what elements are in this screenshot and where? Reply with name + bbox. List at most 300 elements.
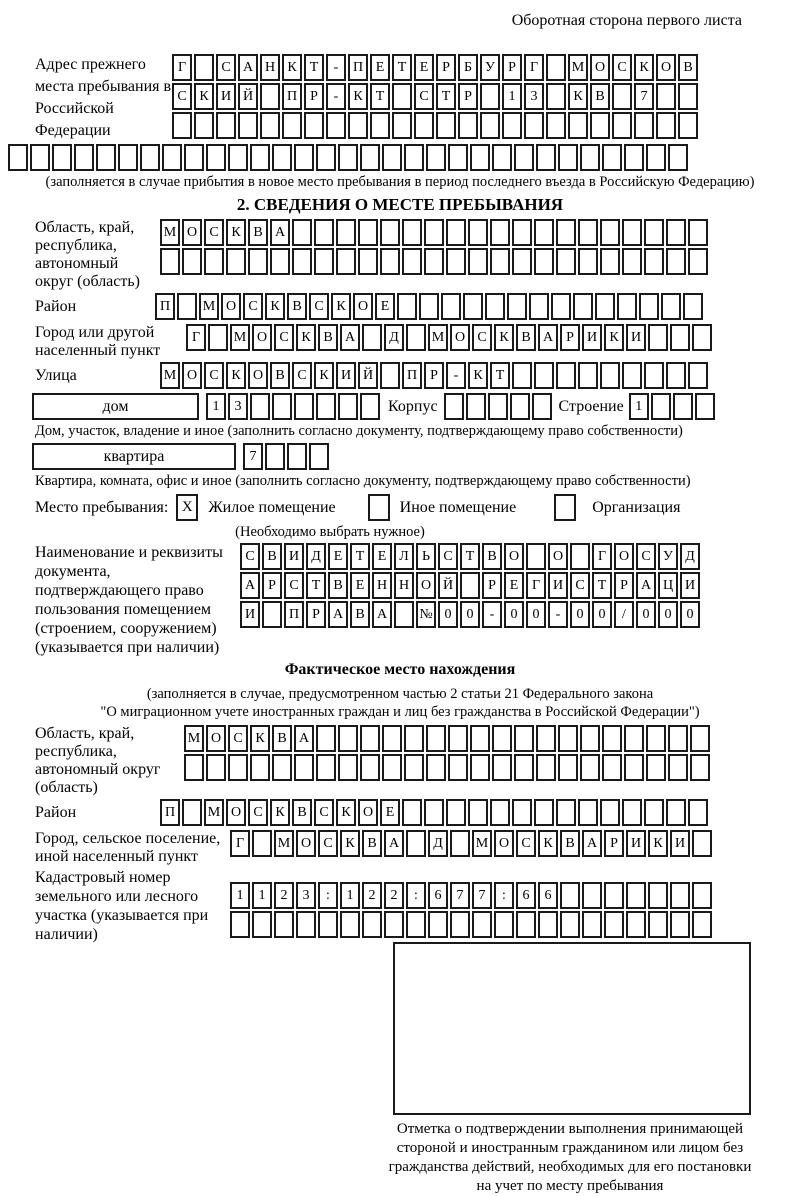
caption-line: стороной и иностранным гражданином или лицом без bbox=[396, 1140, 744, 1156]
stroenie-label: Строение bbox=[558, 398, 624, 415]
document-row-3 bbox=[240, 601, 702, 628]
char-cell bbox=[656, 112, 676, 139]
char-cell bbox=[446, 248, 466, 275]
field-prev-address bbox=[0, 54, 800, 142]
char-cell: К bbox=[270, 799, 290, 826]
char-cell bbox=[582, 882, 602, 909]
char-cell bbox=[534, 248, 554, 275]
char-cell: О bbox=[248, 362, 268, 389]
char-cell: С bbox=[228, 725, 248, 752]
stay-type-row bbox=[0, 494, 800, 521]
house-cells bbox=[206, 393, 382, 420]
char-cell bbox=[392, 83, 412, 110]
actual-district-label: Район bbox=[35, 804, 77, 821]
char-cell: И bbox=[680, 572, 700, 599]
char-cell bbox=[292, 248, 312, 275]
char-cell: П bbox=[348, 54, 368, 81]
char-cell bbox=[646, 725, 666, 752]
char-cell bbox=[648, 324, 668, 351]
char-cell bbox=[578, 248, 598, 275]
document-label: Наименование и реквизиты документа, подтверждающего право пользования помещением (строением, сооружением) (указывается при наличии) bbox=[35, 544, 223, 656]
prev-address-row-3 bbox=[172, 112, 700, 139]
char-cell: Р bbox=[502, 54, 522, 81]
char-cell bbox=[316, 144, 336, 171]
char-cell: О bbox=[416, 572, 436, 599]
char-cell bbox=[426, 754, 446, 781]
region-row-1 bbox=[160, 219, 710, 246]
char-cell bbox=[404, 144, 424, 171]
char-cell: Д bbox=[680, 543, 700, 570]
char-cell: О bbox=[494, 830, 514, 857]
char-cell bbox=[446, 219, 466, 246]
stay-type-option-residential: Жилое помещение bbox=[208, 498, 336, 516]
char-cell bbox=[578, 362, 598, 389]
char-cell: Г bbox=[230, 830, 250, 857]
document-row-1 bbox=[240, 543, 702, 570]
char-cell bbox=[651, 393, 671, 420]
char-cell: Й bbox=[238, 83, 258, 110]
char-cell: С bbox=[314, 799, 334, 826]
char-cell: Д bbox=[384, 324, 404, 351]
city-row bbox=[186, 324, 714, 351]
char-cell bbox=[260, 83, 280, 110]
char-cell bbox=[536, 754, 556, 781]
char-cell: К bbox=[604, 324, 624, 351]
char-cell bbox=[626, 911, 646, 938]
char-cell bbox=[406, 324, 426, 351]
char-cell: Т bbox=[304, 54, 324, 81]
char-cell bbox=[670, 911, 690, 938]
char-cell: С bbox=[243, 293, 263, 320]
char-cell: К bbox=[468, 362, 488, 389]
char-cell bbox=[690, 754, 710, 781]
char-cell bbox=[314, 248, 334, 275]
caption-line: на учет по месту пребывания bbox=[476, 1178, 664, 1194]
stay-type-checkbox-organization bbox=[554, 494, 576, 521]
char-cell bbox=[556, 219, 576, 246]
char-cell: О bbox=[656, 54, 676, 81]
char-cell: Ь bbox=[416, 543, 436, 570]
prev-address-note: (заполняется в случае прибытия в новое место пребывания в период последнего въезда в Российскую Федерацию) bbox=[45, 174, 755, 190]
char-cell: В bbox=[362, 830, 382, 857]
char-cell bbox=[8, 144, 28, 171]
char-cell bbox=[536, 144, 556, 171]
char-cell bbox=[512, 362, 532, 389]
char-cell bbox=[644, 248, 664, 275]
char-cell: 3 bbox=[296, 882, 316, 909]
char-cell: С bbox=[248, 799, 268, 826]
char-cell: А bbox=[384, 830, 404, 857]
char-cell: И bbox=[336, 362, 356, 389]
char-cell: 3 bbox=[228, 393, 248, 420]
char-cell: С bbox=[240, 543, 260, 570]
char-cell: И bbox=[670, 830, 690, 857]
char-cell bbox=[404, 725, 424, 752]
char-cell bbox=[546, 83, 566, 110]
char-cell: О bbox=[206, 725, 226, 752]
char-cell: В bbox=[678, 54, 698, 81]
char-cell: С bbox=[172, 83, 192, 110]
char-cell bbox=[673, 393, 693, 420]
char-cell: № bbox=[416, 601, 436, 628]
char-cell: М bbox=[160, 362, 180, 389]
char-cell: Н bbox=[260, 54, 280, 81]
char-cell: И bbox=[548, 572, 568, 599]
char-cell bbox=[678, 112, 698, 139]
char-cell: У bbox=[658, 543, 678, 570]
char-cell: В bbox=[516, 324, 536, 351]
char-cell bbox=[470, 144, 490, 171]
char-cell bbox=[488, 393, 508, 420]
char-cell: С bbox=[204, 362, 224, 389]
char-cell bbox=[294, 144, 314, 171]
char-cell bbox=[140, 144, 160, 171]
char-cell: С bbox=[472, 324, 492, 351]
char-cell: - bbox=[326, 83, 346, 110]
char-cell: П bbox=[282, 83, 302, 110]
char-cell: А bbox=[582, 830, 602, 857]
char-cell bbox=[406, 830, 426, 857]
char-cell bbox=[250, 754, 270, 781]
char-cell bbox=[380, 362, 400, 389]
char-cell: М bbox=[199, 293, 219, 320]
char-cell: Р bbox=[306, 601, 326, 628]
street-label: Улица bbox=[35, 367, 77, 384]
char-cell: 6 bbox=[516, 882, 536, 909]
char-cell bbox=[683, 293, 703, 320]
char-cell bbox=[446, 799, 466, 826]
char-cell bbox=[338, 144, 358, 171]
cadastral-row-1 bbox=[230, 882, 714, 909]
char-cell bbox=[582, 911, 602, 938]
char-cell: Т bbox=[392, 54, 412, 81]
char-cell bbox=[480, 83, 500, 110]
char-cell bbox=[600, 219, 620, 246]
char-cell bbox=[436, 112, 456, 139]
field-actual-region bbox=[0, 725, 800, 797]
char-cell bbox=[252, 911, 272, 938]
char-cell bbox=[600, 362, 620, 389]
char-cell: 1 bbox=[252, 882, 272, 909]
char-cell: 1 bbox=[629, 393, 649, 420]
char-cell bbox=[494, 911, 514, 938]
char-cell: 1 bbox=[340, 882, 360, 909]
char-cell bbox=[558, 725, 578, 752]
char-cell bbox=[688, 799, 708, 826]
char-cell bbox=[194, 112, 214, 139]
char-cell: К bbox=[282, 54, 302, 81]
char-cell: И bbox=[626, 324, 646, 351]
char-cell: 0 bbox=[526, 601, 546, 628]
char-cell: В bbox=[262, 543, 282, 570]
char-cell bbox=[470, 754, 490, 781]
char-cell bbox=[492, 725, 512, 752]
char-cell: О bbox=[504, 543, 524, 570]
char-cell bbox=[604, 882, 624, 909]
region-label: Область, край, республика, автономный округ (область) bbox=[35, 219, 140, 290]
char-cell bbox=[360, 144, 380, 171]
char-cell bbox=[646, 144, 666, 171]
char-cell: : bbox=[494, 882, 514, 909]
char-cell bbox=[382, 725, 402, 752]
char-cell bbox=[602, 144, 622, 171]
char-cell bbox=[644, 799, 664, 826]
char-cell bbox=[172, 112, 192, 139]
char-cell bbox=[668, 754, 688, 781]
char-cell: И bbox=[582, 324, 602, 351]
char-cell bbox=[524, 112, 544, 139]
char-cell bbox=[490, 799, 510, 826]
char-cell: Р bbox=[614, 572, 634, 599]
char-cell: К bbox=[314, 362, 334, 389]
char-cell: К bbox=[226, 362, 246, 389]
char-cell: К bbox=[265, 293, 285, 320]
char-cell bbox=[624, 725, 644, 752]
char-cell bbox=[424, 219, 444, 246]
prev-address-full-row bbox=[8, 144, 800, 171]
char-cell bbox=[338, 754, 358, 781]
char-cell: Е bbox=[504, 572, 524, 599]
char-cell bbox=[262, 601, 282, 628]
char-cell bbox=[556, 248, 576, 275]
char-cell bbox=[382, 144, 402, 171]
field-region bbox=[0, 219, 800, 291]
char-cell bbox=[695, 393, 715, 420]
char-cell: В bbox=[287, 293, 307, 320]
char-cell: 0 bbox=[658, 601, 678, 628]
char-cell: А bbox=[340, 324, 360, 351]
document-row-2 bbox=[240, 572, 702, 599]
char-cell: 0 bbox=[504, 601, 524, 628]
stay-type-option-organization: Организация bbox=[592, 498, 681, 516]
char-cell: О bbox=[226, 799, 246, 826]
char-cell bbox=[424, 799, 444, 826]
char-cell: С bbox=[636, 543, 656, 570]
char-cell: К bbox=[348, 83, 368, 110]
korpus-cells bbox=[444, 393, 554, 420]
char-cell: А bbox=[294, 725, 314, 752]
char-cell bbox=[260, 112, 280, 139]
char-cell bbox=[370, 112, 390, 139]
stamp-caption bbox=[365, 1120, 775, 1196]
char-cell bbox=[666, 248, 686, 275]
char-cell: - bbox=[326, 54, 346, 81]
char-cell bbox=[208, 324, 228, 351]
char-cell bbox=[692, 830, 712, 857]
char-cell bbox=[480, 112, 500, 139]
char-cell: : bbox=[318, 882, 338, 909]
char-cell bbox=[514, 144, 534, 171]
char-cell: 1 bbox=[502, 83, 522, 110]
char-cell bbox=[644, 219, 664, 246]
char-cell bbox=[397, 293, 417, 320]
char-cell bbox=[646, 754, 666, 781]
char-cell bbox=[573, 293, 593, 320]
char-cell bbox=[450, 830, 470, 857]
char-cell: 0 bbox=[680, 601, 700, 628]
char-cell: Т bbox=[460, 543, 480, 570]
prev-address-label: Адрес прежнего места пребывания в Российской Федерации bbox=[35, 56, 172, 139]
char-cell: С bbox=[292, 362, 312, 389]
char-cell: Е bbox=[350, 572, 370, 599]
char-cell: В bbox=[560, 830, 580, 857]
char-cell bbox=[316, 393, 336, 420]
char-cell: О bbox=[182, 362, 202, 389]
char-cell bbox=[688, 362, 708, 389]
char-cell bbox=[492, 754, 512, 781]
char-cell bbox=[670, 324, 690, 351]
char-cell: А bbox=[538, 324, 558, 351]
char-cell: К bbox=[538, 830, 558, 857]
char-cell: А bbox=[328, 601, 348, 628]
char-cell: Г bbox=[186, 324, 206, 351]
char-cell bbox=[272, 144, 292, 171]
char-cell: К bbox=[226, 219, 246, 246]
actual-region-rows bbox=[184, 725, 712, 783]
char-cell bbox=[182, 248, 202, 275]
char-cell bbox=[358, 248, 378, 275]
char-cell: С bbox=[274, 324, 294, 351]
char-cell: 7 bbox=[634, 83, 654, 110]
char-cell bbox=[448, 754, 468, 781]
char-cell bbox=[296, 911, 316, 938]
field-actual-city bbox=[0, 830, 800, 866]
char-cell bbox=[272, 754, 292, 781]
char-cell bbox=[30, 144, 50, 171]
char-cell bbox=[502, 112, 522, 139]
char-cell: / bbox=[614, 601, 634, 628]
char-cell bbox=[230, 911, 250, 938]
char-cell bbox=[580, 754, 600, 781]
char-cell bbox=[602, 725, 622, 752]
char-cell bbox=[639, 293, 659, 320]
char-cell: С bbox=[309, 293, 329, 320]
actual-city-row bbox=[230, 830, 714, 857]
stay-type-checkbox-other bbox=[368, 494, 390, 521]
char-cell bbox=[512, 799, 532, 826]
char-cell bbox=[360, 725, 380, 752]
prev-address-row-1 bbox=[172, 54, 700, 81]
char-cell bbox=[510, 393, 530, 420]
char-cell: Р bbox=[482, 572, 502, 599]
char-cell: К bbox=[494, 324, 514, 351]
char-cell: 7 bbox=[450, 882, 470, 909]
char-cell bbox=[340, 911, 360, 938]
field-actual-district bbox=[0, 799, 800, 828]
char-cell: М bbox=[472, 830, 492, 857]
char-cell: А bbox=[372, 601, 392, 628]
district-row bbox=[155, 293, 705, 320]
char-cell: М bbox=[568, 54, 588, 81]
char-cell: О bbox=[450, 324, 470, 351]
char-cell: О bbox=[182, 219, 202, 246]
char-cell bbox=[338, 393, 358, 420]
char-cell: М bbox=[184, 725, 204, 752]
char-cell bbox=[470, 725, 490, 752]
char-cell bbox=[556, 799, 576, 826]
char-cell bbox=[622, 799, 642, 826]
char-cell bbox=[362, 324, 382, 351]
char-cell: О bbox=[221, 293, 241, 320]
char-cell bbox=[463, 293, 483, 320]
prev-address-rows bbox=[172, 54, 700, 141]
char-cell: Е bbox=[380, 799, 400, 826]
char-cell bbox=[402, 248, 422, 275]
char-cell: С bbox=[414, 83, 434, 110]
char-cell bbox=[274, 911, 294, 938]
char-cell bbox=[692, 324, 712, 351]
char-cell: П bbox=[160, 799, 180, 826]
header-note: Оборотная сторона первого листа bbox=[511, 12, 742, 29]
char-cell bbox=[448, 144, 468, 171]
char-cell bbox=[580, 144, 600, 171]
char-cell: Г bbox=[172, 54, 192, 81]
char-cell bbox=[634, 112, 654, 139]
char-cell bbox=[426, 144, 446, 171]
char-cell bbox=[690, 725, 710, 752]
char-cell bbox=[600, 799, 620, 826]
apartment-row bbox=[0, 443, 800, 470]
field-cadastral bbox=[0, 868, 800, 944]
char-cell bbox=[529, 293, 549, 320]
char-cell: С bbox=[570, 572, 590, 599]
char-cell: Р bbox=[424, 362, 444, 389]
char-cell bbox=[414, 112, 434, 139]
char-cell: О bbox=[358, 799, 378, 826]
char-cell: - bbox=[446, 362, 466, 389]
char-cell bbox=[206, 754, 226, 781]
char-cell bbox=[678, 83, 698, 110]
stroenie-cells bbox=[629, 393, 717, 420]
char-cell bbox=[304, 112, 324, 139]
char-cell: О bbox=[590, 54, 610, 81]
char-cell: К bbox=[648, 830, 668, 857]
char-cell bbox=[512, 248, 532, 275]
char-cell: В bbox=[248, 219, 268, 246]
char-cell bbox=[424, 248, 444, 275]
char-cell: Е bbox=[372, 543, 392, 570]
char-cell bbox=[265, 443, 285, 470]
char-cell bbox=[458, 112, 478, 139]
char-cell: О bbox=[252, 324, 272, 351]
char-cell: 2 bbox=[274, 882, 294, 909]
char-cell: Н bbox=[372, 572, 392, 599]
char-cell bbox=[560, 911, 580, 938]
char-cell: Р bbox=[304, 83, 324, 110]
char-cell: М bbox=[230, 324, 250, 351]
char-cell bbox=[668, 144, 688, 171]
char-cell bbox=[182, 799, 202, 826]
char-cell bbox=[578, 219, 598, 246]
char-cell bbox=[624, 754, 644, 781]
char-cell: Т bbox=[592, 572, 612, 599]
cadastral-rows bbox=[230, 882, 714, 940]
char-cell bbox=[532, 393, 552, 420]
char-cell bbox=[380, 248, 400, 275]
char-cell bbox=[507, 293, 527, 320]
char-cell bbox=[292, 219, 312, 246]
char-cell bbox=[160, 248, 180, 275]
char-cell: 1 bbox=[206, 393, 226, 420]
char-cell bbox=[282, 112, 302, 139]
field-city bbox=[0, 324, 800, 360]
house-row bbox=[0, 393, 800, 420]
char-cell: Е bbox=[375, 293, 395, 320]
char-cell: 0 bbox=[460, 601, 480, 628]
char-cell bbox=[551, 293, 571, 320]
char-cell: Б bbox=[458, 54, 478, 81]
char-cell bbox=[512, 219, 532, 246]
